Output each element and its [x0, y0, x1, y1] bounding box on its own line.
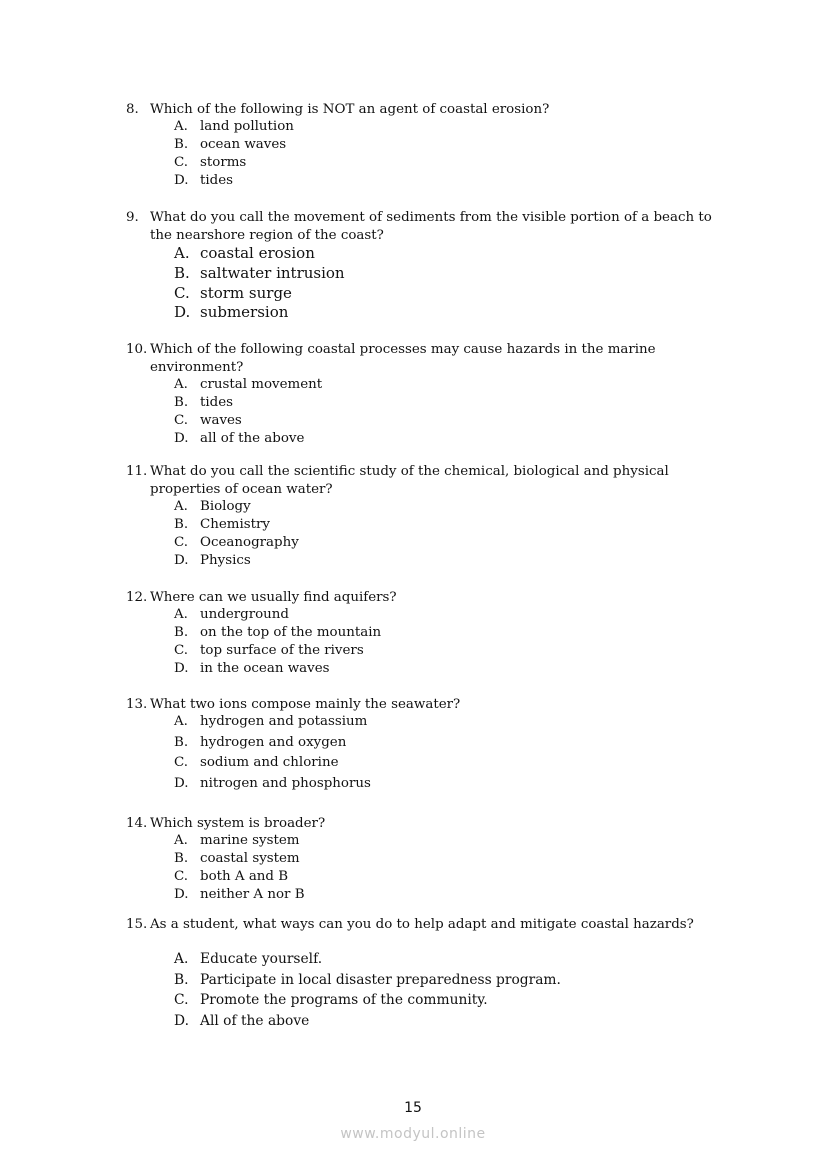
option-letter: A. — [174, 377, 188, 392]
option-text: all of the above — [200, 431, 305, 446]
option-text: Physics — [200, 553, 251, 568]
answer-option — [174, 776, 371, 791]
option-letter: D. — [174, 553, 189, 568]
answer-option — [174, 735, 346, 750]
option-letter: C. — [174, 755, 189, 770]
answer-option — [174, 155, 246, 170]
option-letter: B. — [174, 517, 189, 532]
option-letter: C. — [174, 992, 189, 1008]
option-text: Chemistry — [200, 517, 270, 532]
question-8 — [126, 101, 736, 119]
answer-option — [174, 972, 561, 988]
option-letter: B. — [174, 264, 190, 282]
option-letter: A. — [174, 951, 189, 967]
question-number: 10. — [126, 342, 148, 357]
question-number: 13. — [126, 697, 148, 712]
option-letter: C. — [174, 413, 189, 428]
option-text: Biology — [200, 499, 251, 514]
answer-option — [174, 833, 299, 848]
question-13 — [126, 696, 736, 714]
option-letter: D. — [174, 661, 189, 676]
option-letter: A. — [174, 607, 188, 622]
option-letter: A. — [174, 833, 188, 848]
option-text: coastal erosion — [200, 244, 315, 262]
watermark: www.modyul.online — [340, 1126, 486, 1142]
answer-option — [174, 119, 294, 134]
question-text: Where can we usually find aquifers? — [150, 590, 397, 605]
question-text: Which of the following coastal processes may cause hazards in the marine environment? — [150, 342, 656, 375]
answer-option — [174, 517, 270, 532]
option-text: land pollution — [200, 119, 294, 134]
answer-option — [174, 431, 304, 446]
answer-option — [174, 137, 286, 152]
option-letter: C. — [174, 535, 189, 550]
answer-option — [174, 992, 488, 1008]
option-letter: D. — [174, 776, 189, 791]
option-text: storms — [200, 155, 247, 170]
option-letter: D. — [174, 303, 191, 321]
question-text: Which system is broader? — [150, 816, 326, 831]
option-text: both A and B — [200, 869, 289, 884]
option-text: Participate in local disaster preparedness program. — [200, 972, 561, 988]
option-text: hydrogen and oxygen — [200, 735, 347, 750]
option-text: marine system — [200, 833, 300, 848]
answer-option — [174, 755, 339, 770]
answer-option — [174, 1013, 309, 1029]
answer-option — [174, 851, 300, 866]
option-text: saltwater intrusion — [200, 264, 345, 282]
option-text: Educate yourself. — [200, 951, 323, 967]
option-letter: D. — [174, 887, 189, 902]
option-text: storm surge — [200, 284, 292, 302]
option-letter: A. — [174, 714, 188, 729]
option-letter: D. — [174, 1013, 189, 1029]
option-text: ocean waves — [200, 137, 287, 152]
question-number: 9. — [126, 210, 139, 225]
answer-option — [174, 607, 289, 622]
question-15 — [126, 916, 736, 934]
option-letter: A. — [174, 244, 190, 262]
option-text: underground — [200, 607, 290, 622]
answer-option — [174, 377, 322, 392]
option-letter: D. — [174, 173, 189, 188]
option-text: tides — [200, 173, 234, 188]
option-text: Oceanography — [200, 535, 299, 550]
answer-option — [174, 869, 288, 884]
option-letter: B. — [174, 395, 189, 410]
option-letter: A. — [174, 119, 188, 134]
option-letter: C. — [174, 643, 189, 658]
option-letter: B. — [174, 851, 189, 866]
answer-option — [174, 244, 315, 262]
answer-option — [174, 535, 299, 550]
question-number: 15. — [126, 917, 148, 932]
answer-option — [174, 643, 364, 658]
question-number: 14. — [126, 816, 148, 831]
option-text: crustal movement — [200, 377, 323, 392]
option-text: sodium and chlorine — [200, 755, 339, 770]
option-letter: A. — [174, 499, 188, 514]
option-text: All of the above — [200, 1013, 310, 1029]
answer-option — [174, 284, 292, 302]
answer-option — [174, 887, 305, 902]
answer-option — [174, 951, 322, 967]
question-9 — [126, 209, 736, 245]
option-text: on the top of the mountain — [200, 625, 382, 640]
page-number: 15 — [404, 1100, 422, 1116]
option-letter: C. — [174, 869, 189, 884]
answer-option — [174, 661, 330, 676]
answer-option — [174, 264, 345, 282]
option-text: top surface of the rivers — [200, 643, 364, 658]
option-letter: B. — [174, 735, 189, 750]
answer-option — [174, 395, 233, 410]
option-text: hydrogen and potassium — [200, 714, 368, 729]
option-text: tides — [200, 395, 234, 410]
answer-option — [174, 173, 233, 188]
question-12 — [126, 589, 736, 607]
option-text: Promote the programs of the community. — [200, 992, 488, 1008]
option-text: submersion — [200, 303, 289, 321]
question-text: What do you call the movement of sediments from the visible portion of a beach to the nearshore region of the coast? — [150, 210, 712, 243]
question-number: 11. — [126, 464, 148, 479]
option-letter: C. — [174, 155, 189, 170]
question-text: What do you call the scientific study of the chemical, biological and physical properties of ocean water? — [150, 464, 669, 497]
question-11 — [126, 463, 736, 499]
question-10 — [126, 341, 736, 377]
question-text: What two ions compose mainly the seawater? — [150, 697, 461, 712]
option-letter: B. — [174, 625, 189, 640]
question-text: Which of the following is NOT an agent of coastal erosion? — [150, 102, 550, 117]
answer-option — [174, 499, 251, 514]
answer-option — [174, 303, 288, 321]
question-number: 8. — [126, 102, 139, 117]
answer-option — [174, 553, 251, 568]
question-text: As a student, what ways can you do to help adapt and mitigate coastal hazards? — [150, 917, 694, 932]
option-letter: B. — [174, 972, 189, 988]
question-14 — [126, 815, 736, 833]
option-text: nitrogen and phosphorus — [200, 776, 371, 791]
option-text: waves — [200, 413, 242, 428]
question-number: 12. — [126, 590, 148, 605]
option-letter: B. — [174, 137, 189, 152]
option-letter: D. — [174, 431, 189, 446]
option-text: neither A nor B — [200, 887, 305, 902]
answer-option — [174, 714, 367, 729]
answer-option — [174, 625, 381, 640]
answer-option — [174, 413, 242, 428]
option-text: coastal system — [200, 851, 300, 866]
option-letter: C. — [174, 284, 190, 302]
option-text: in the ocean waves — [200, 661, 330, 676]
